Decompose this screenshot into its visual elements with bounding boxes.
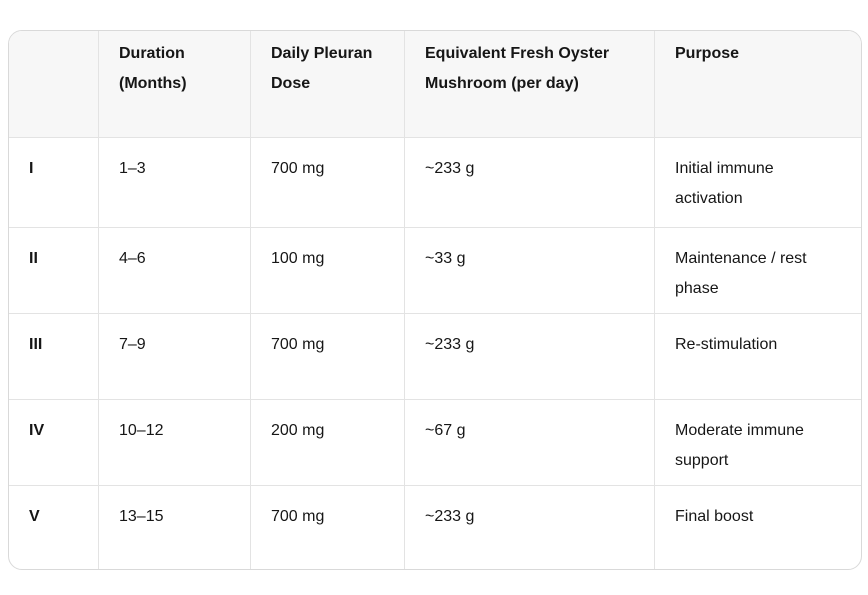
- dose-cell: 200 mg: [251, 400, 405, 486]
- dose-cell: 700 mg: [251, 486, 405, 570]
- phase-cell: I: [9, 138, 99, 228]
- table-header: [9, 31, 861, 138]
- equivalent-cell: ~67 g: [405, 400, 655, 486]
- column-header-equivalent: Equivalent Fresh Oyster Mushroom (per day): [405, 31, 655, 138]
- phase-cell: III: [9, 314, 99, 400]
- table-row: [9, 138, 861, 228]
- table-row: [9, 314, 861, 400]
- equivalent-cell: ~33 g: [405, 228, 655, 314]
- equivalent-cell: ~233 g: [405, 486, 655, 570]
- equivalent-cell: ~233 g: [405, 138, 655, 228]
- table-row: [9, 486, 861, 570]
- purpose-cell: Final boost: [675, 508, 754, 525]
- pleuran-dosing-table: [8, 30, 862, 570]
- phase-cell: V: [9, 486, 99, 570]
- duration-cell: 13–15: [99, 486, 251, 570]
- column-header-phase: [9, 31, 99, 138]
- equivalent-cell: ~233 g: [405, 314, 655, 400]
- column-header-duration: Duration (Months): [99, 31, 251, 138]
- purpose-cell: Maintenance / rest phase: [655, 228, 861, 314]
- phase-cell: IV: [9, 400, 99, 486]
- purpose-cell: Re-stimulation: [655, 314, 861, 400]
- table-body: [9, 138, 861, 570]
- duration-cell: 7–9: [99, 314, 251, 400]
- purpose-cell: Initial immune activation: [655, 138, 861, 228]
- dose-cell: 100 mg: [251, 228, 405, 314]
- dose-cell: 700 mg: [251, 314, 405, 400]
- column-header-purpose: Purpose: [655, 31, 861, 138]
- table-row: [9, 228, 861, 314]
- duration-cell: 1–3: [99, 138, 251, 228]
- dosing-table: [9, 31, 861, 570]
- column-header-dose: Daily Pleuran Dose: [251, 31, 405, 138]
- table-row: [9, 400, 861, 486]
- purpose-cell: Moderate immune support: [655, 400, 861, 486]
- duration-cell: 4–6: [99, 228, 251, 314]
- header-row: [9, 31, 861, 138]
- dose-cell: 700 mg: [251, 138, 405, 228]
- phase-cell: II: [9, 228, 99, 314]
- duration-cell: 10–12: [99, 400, 251, 486]
